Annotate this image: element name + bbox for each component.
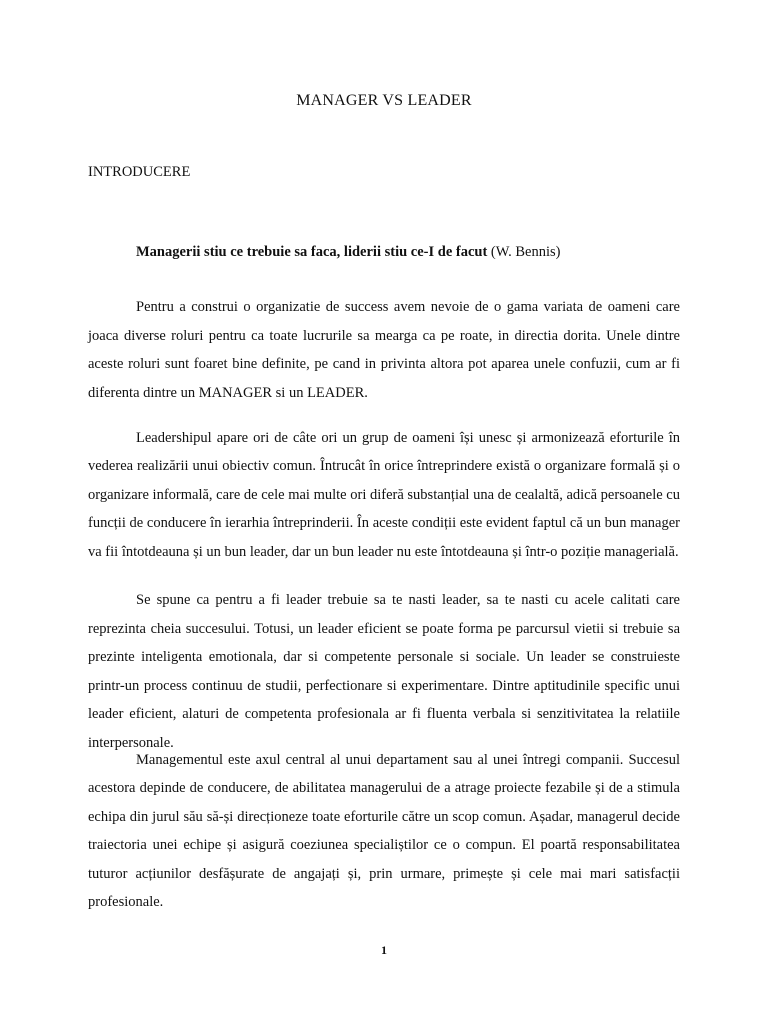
motto-line [136, 244, 560, 261]
paragraph: Managementul este axul central al unui departament sau al unei întregi companii. Succesul acestora depinde de conducere, de abilitatea managerului de a atrage proiecte fezabile și de a stimula echipa din jurul său să-și direcționeze toate eforturile către un scop comun. Așadar, managerul decide traiectoria unei echipe și asigură coeziunea specialiștilor ce o compun. El poartă responsabilitatea tuturor acțiunilor desfășurate de angajați și, prin urmare, primește și cele mai mari satisfacții profesionale. [88, 752, 680, 911]
motto-quote: Managerii stiu ce trebuie sa faca, liderii stiu ce-I de facut [136, 244, 488, 260]
page-number: 1 [381, 943, 387, 957]
motto-attribution: (W. Bennis) [490, 244, 561, 260]
paragraph: Se spune ca pentru a fi leader trebuie sa te nasti leader, sa te nasti cu acele calitati care reprezinta cheia succesului. Totusi, un leader eficient se poate forma pe parcursul vietii si trebuie sa prezinte inteligenta emotionala, dar si competente personale si sociale. Un leader se construieste printr-un process continuu de studii, perfectionare si experimentare. Dintre aptitudinile specific unui leader eficient, alaturi de competenta profesionala ar fi fluenta verbala si senzitivitatea la relatiile interpersonale. [88, 592, 680, 751]
document-title: MANAGER VS LEADER [296, 92, 472, 109]
section-heading: INTRODUCERE [88, 164, 191, 180]
paragraph: Leadershipul apare ori de câte ori un grup de oameni își unesc și armonizează eforturile în vederea realizării unui obiectiv comun. Întrucât în orice întreprindere există o organizare formală și o organizare informală, care de cele mai multe ori diferă substanțial una de cealaltă, adică persoanele cu funcții de conducere în ierarhia întreprinderii. În aceste condiții este evident faptul că un bun manager va fii întotdeauna și un bun leader, dar un bun leader nu este întotdeauna și într-o poziție managerială. [88, 430, 680, 560]
paragraph: Pentru a construi o organizatie de success avem nevoie de o gama variata de oameni care joaca diverse roluri pentru ca toate lucrurile sa mearga ca pe roate, in directia dorita. Unele dintre aceste roluri sunt foaret bine definite, pe cand in privinta altora pot aparea unele confuzii, cum ar fi diferenta dintre un MANAGER si un LEADER. [88, 299, 680, 401]
